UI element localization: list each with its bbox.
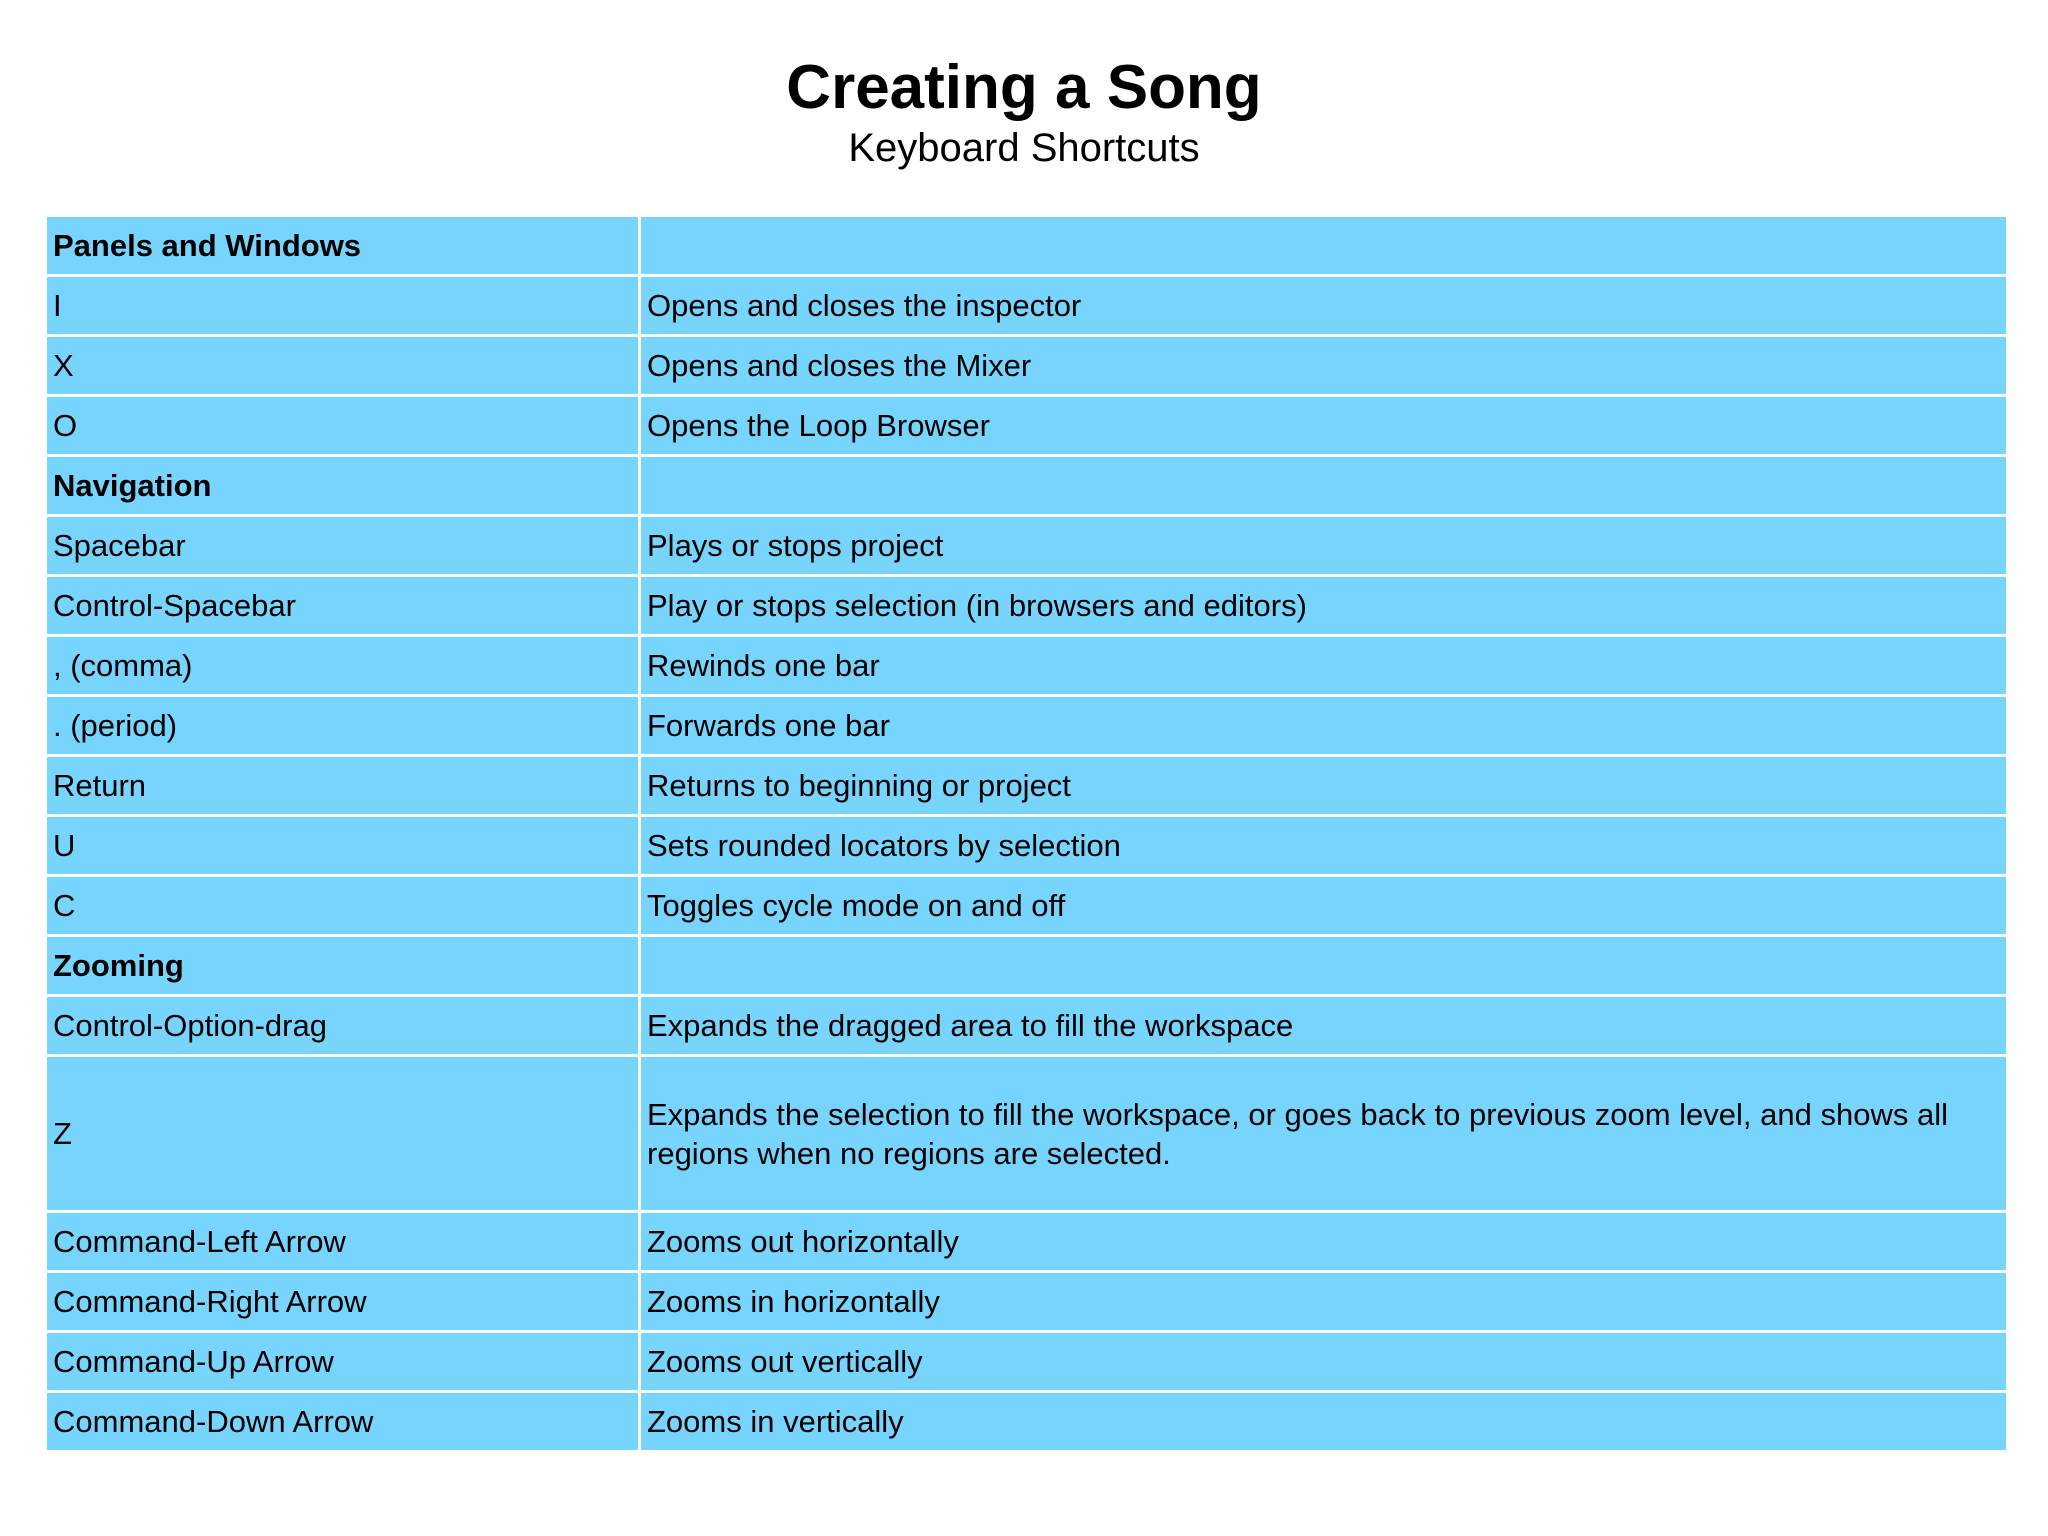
shortcut-description: Zooms in vertically <box>640 1392 2008 1452</box>
shortcut-table <box>44 214 2009 1453</box>
shortcut-description: Opens and closes the Mixer <box>640 336 2008 396</box>
shortcut-description: Expands the dragged area to fill the workspace <box>640 996 2008 1056</box>
shortcut-description: Expands the selection to fill the workspace, or goes back to previous zoom level, and shows all regions when no regions are selected. <box>640 1056 2008 1212</box>
page-title: Creating a Song <box>786 53 1262 122</box>
shortcut-key: C <box>46 876 640 936</box>
table-row <box>46 1332 2008 1392</box>
table-row <box>46 1272 2008 1332</box>
shortcut-description: Opens and closes the inspector <box>640 276 2008 336</box>
shortcut-key: X <box>46 336 640 396</box>
section-empty-cell <box>640 456 2008 516</box>
shortcut-key: Command-Left Arrow <box>46 1212 640 1272</box>
shortcut-description: Zooms out horizontally <box>640 1212 2008 1272</box>
table-row <box>46 1212 2008 1272</box>
shortcut-key: Command-Up Arrow <box>46 1332 640 1392</box>
section-heading: Panels and Windows <box>46 216 640 276</box>
shortcut-description: Opens the Loop Browser <box>640 396 2008 456</box>
section-row-navigation <box>46 456 2008 516</box>
shortcut-description: Forwards one bar <box>640 696 2008 756</box>
shortcut-key: Return <box>46 756 640 816</box>
section-empty-cell <box>640 216 2008 276</box>
table-row <box>46 336 2008 396</box>
shortcut-description: Play or stops selection (in browsers and editors) <box>640 576 2008 636</box>
shortcut-key: Command-Right Arrow <box>46 1272 640 1332</box>
shortcut-key: I <box>46 276 640 336</box>
shortcut-key: Control-Spacebar <box>46 576 640 636</box>
table-row <box>46 1392 2008 1452</box>
shortcut-key: Control-Option-drag <box>46 996 640 1056</box>
table-row <box>46 816 2008 876</box>
table-row <box>46 696 2008 756</box>
shortcut-description: Zooms in horizontally <box>640 1272 2008 1332</box>
section-empty-cell <box>640 936 2008 996</box>
shortcut-key: Command-Down Arrow <box>46 1392 640 1452</box>
table-row <box>46 636 2008 696</box>
section-row-panels-and-windows <box>46 216 2008 276</box>
shortcut-description: Returns to beginning or project <box>640 756 2008 816</box>
shortcut-description: Zooms out vertically <box>640 1332 2008 1392</box>
table-row <box>46 1056 2008 1212</box>
table-row <box>46 876 2008 936</box>
table-row <box>46 756 2008 816</box>
shortcut-key: Spacebar <box>46 516 640 576</box>
section-heading: Zooming <box>46 936 640 996</box>
shortcut-key: O <box>46 396 640 456</box>
shortcut-key: U <box>46 816 640 876</box>
table-row <box>46 396 2008 456</box>
shortcut-description: Rewinds one bar <box>640 636 2008 696</box>
table-row <box>46 516 2008 576</box>
shortcut-key: . (period) <box>46 696 640 756</box>
shortcut-description: Toggles cycle mode on and off <box>640 876 2008 936</box>
page-subtitle: Keyboard Shortcuts <box>848 126 1200 170</box>
table-row <box>46 576 2008 636</box>
shortcut-description: Sets rounded locators by selection <box>640 816 2008 876</box>
section-heading: Navigation <box>46 456 640 516</box>
table-row <box>46 276 2008 336</box>
section-row-zooming <box>46 936 2008 996</box>
shortcut-key: , (comma) <box>46 636 640 696</box>
shortcut-description: Plays or stops project <box>640 516 2008 576</box>
shortcut-key: Z <box>46 1056 640 1212</box>
table-row <box>46 996 2008 1056</box>
page-header <box>0 52 2048 172</box>
